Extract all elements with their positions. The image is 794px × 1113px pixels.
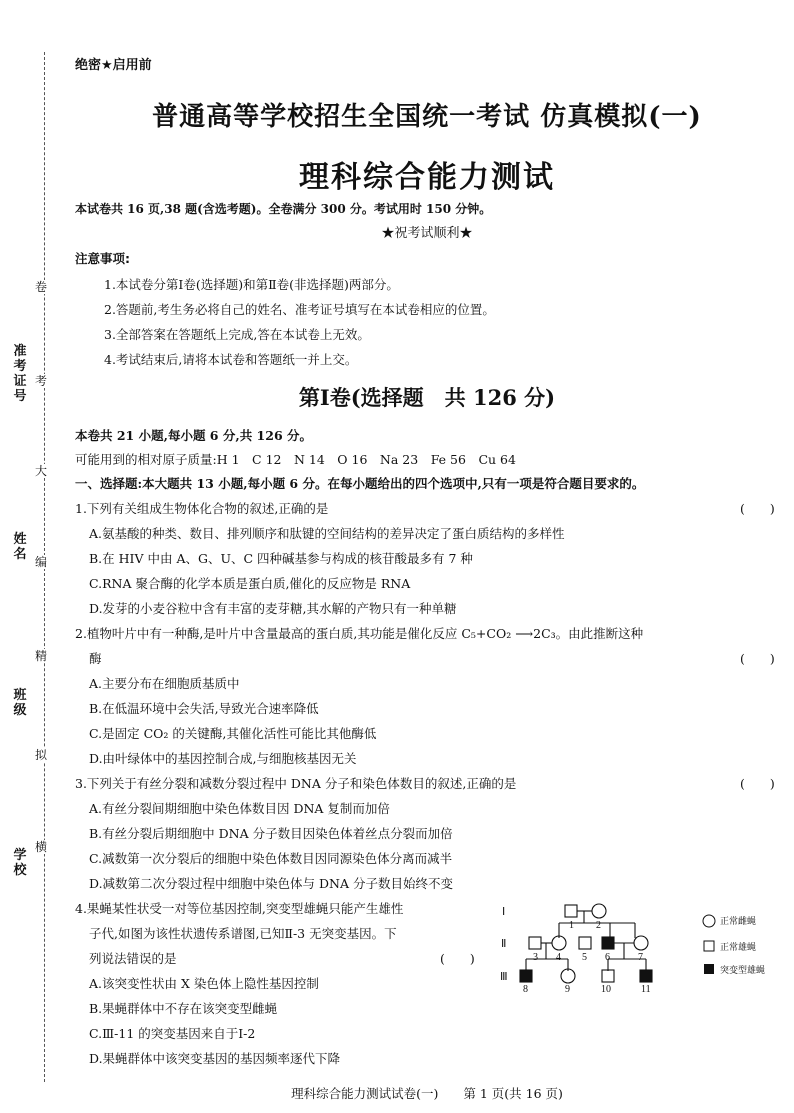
pedigree-mutant-male xyxy=(602,937,614,949)
atomic-masses: 可能用到的相对原子质量:H 1 C 12 N 14 O 16 Na 23 Fe 56 Cu 64 xyxy=(75,452,516,467)
pedigree-male xyxy=(579,937,591,949)
mutant-male-legend-symbol xyxy=(704,964,714,974)
individual-number: 5 xyxy=(582,952,587,963)
exam-number-label: 准考证号 xyxy=(13,344,27,404)
pedigree-female xyxy=(634,936,648,950)
option: C.Ⅲ-11 的突变基因来自于Ⅰ-2 xyxy=(89,1026,256,1041)
option: A.主要分布在细胞质基质中 xyxy=(89,676,240,691)
question-stem: 4.果蝇某性状受一对等位基因控制,突变型雄蝇只能产生雄性 xyxy=(75,901,404,916)
seal-char: 考 xyxy=(34,374,47,388)
notice-item: 3.全部答案在答题纸上完成,答在本试卷上无效。 xyxy=(104,327,370,342)
seal-char: 编 xyxy=(34,555,47,569)
question-stem: 1.下列有关组成生物体化合物的叙述,正确的是 xyxy=(75,501,329,516)
individual-number: 7 xyxy=(638,952,643,963)
answer-blank: ( ) xyxy=(740,501,775,516)
name-label: 姓名 xyxy=(13,532,27,562)
answer-blank: ( ) xyxy=(440,951,475,966)
school-label: 学校 xyxy=(13,848,27,878)
option: D.由叶绿体中的基因控制合成,与细胞核基因无关 xyxy=(89,751,357,766)
seal-char: 拟 xyxy=(34,748,47,762)
secret-mark: 绝密★启用前 xyxy=(75,58,152,73)
option: D.果蝇群体中该突变基因的基因频率逐代下降 xyxy=(89,1051,341,1066)
individual-number: 11 xyxy=(641,984,651,995)
pedigree-male xyxy=(565,905,577,917)
option: A.氨基酸的种类、数目、排列顺序和肽键的空间结构的差异决定了蛋白质结构的多样性 xyxy=(89,526,565,541)
individual-number: 2 xyxy=(596,920,601,931)
option: A.有丝分裂间期细胞中染色体数目因 DNA 复制而加倍 xyxy=(89,801,390,816)
pedigree-mutant-male xyxy=(520,970,532,982)
question-stem-cont: 子代,如图为该性状遗传系谱图,已知Ⅱ-3 无突变基因。下 xyxy=(89,926,397,941)
pedigree-mutant-male xyxy=(640,970,652,982)
generation-label: Ⅰ xyxy=(502,906,506,918)
notice-heading: 注意事项: xyxy=(75,251,130,266)
option: D.减数第二次分裂过程中细胞中染色体与 DNA 分子数目始终不变 xyxy=(89,876,453,891)
section-title: 第Ⅰ卷(选择题 共 126 分) xyxy=(298,385,556,410)
pedigree-female xyxy=(552,936,566,950)
part-instruction: 一、选择题:本大题共 13 小题,每小题 6 分。在每小题给出的四个选项中,只有一项是符合题目要求的。 xyxy=(75,476,645,491)
section-intro: 本卷共 21 小题,每小题 6 分,共 126 分。 xyxy=(75,428,313,443)
individual-number: 4 xyxy=(556,952,561,963)
individual-number: 8 xyxy=(523,984,528,995)
exam-title: 普通高等学校招生全国统一考试 仿真模拟(一) xyxy=(152,102,702,132)
legend-label: 突变型雄蝇 xyxy=(720,966,766,976)
individual-number: 1 xyxy=(569,920,574,931)
question-stem-cont: 酶 xyxy=(89,651,102,666)
option: B.有丝分裂后期细胞中 DNA 分子数目因染色体着丝点分裂而加倍 xyxy=(89,826,453,841)
legend-label: 正常雄蝇 xyxy=(720,943,757,953)
answer-blank: ( ) xyxy=(740,776,775,791)
individual-number: 6 xyxy=(605,952,610,963)
answer-blank: ( ) xyxy=(740,651,775,666)
good-luck: ★祝考试顺利★ xyxy=(381,226,473,241)
pedigree-male xyxy=(602,970,614,982)
option: A.该突变性状由 X 染色体上隐性基因控制 xyxy=(89,976,319,991)
notice-item: 2.答题前,考生务必将自己的姓名、准考证号填写在本试卷相应的位置。 xyxy=(104,302,495,317)
option: B.在 HIV 中由 A、G、U、C 四种碱基参与构成的核苷酸最多有 7 种 xyxy=(89,551,473,566)
option: C.减数第一次分裂后的细胞中染色体数目因同源染色体分离而减半 xyxy=(89,851,453,866)
generation-label: Ⅲ xyxy=(500,971,508,983)
option: C.RNA 聚合酶的化学本质是蛋白质,催化的反应物是 RNA xyxy=(89,576,411,591)
pedigree-female xyxy=(561,969,575,983)
option: B.在低温环境中会失活,导致光合速率降低 xyxy=(89,701,319,716)
seal-char: 卷 xyxy=(34,280,47,294)
option: D.发芽的小麦谷粒中含有丰富的麦芽糖,其水解的产物只有一种单糖 xyxy=(89,601,457,616)
question-stem-cont: 列说法错误的是 xyxy=(89,951,177,966)
option: C.是固定 CO₂ 的关键酶,其催化活性可能比其他酶低 xyxy=(89,726,377,741)
pedigree-female xyxy=(592,904,606,918)
option: B.果蝇群体中不存在该突变型雌蝇 xyxy=(89,1001,278,1016)
individual-number: 10 xyxy=(601,984,611,995)
notice-item: 4.考试结束后,请将本试卷和答题纸一并上交。 xyxy=(104,352,358,367)
seal-char: 大 xyxy=(34,464,47,478)
seal-char: 横 xyxy=(34,840,47,854)
pedigree-male xyxy=(529,937,541,949)
question-stem: 2.植物叶片中有一种酶,是叶片中含量最高的蛋白质,其功能是催化反应 C₅+CO₂ ⟶2C₃。由此推断这种 xyxy=(75,626,644,641)
pedigree-legend xyxy=(700,913,790,979)
question-stem: 3.下列关于有丝分裂和减数分裂过程中 DNA 分子和染色体数目的叙述,正确的是 xyxy=(75,776,517,791)
generation-label: Ⅱ xyxy=(501,938,507,950)
legend-label: 正常雌蝇 xyxy=(720,917,757,927)
exam-info: 本试卷共 16 页,38 题(含选考题)。全卷满分 300 分。考试用时 150 分钟。 xyxy=(75,202,492,216)
male-legend-symbol xyxy=(704,941,714,951)
individual-number: 9 xyxy=(565,984,570,995)
individual-number: 3 xyxy=(533,952,538,963)
female-legend-symbol xyxy=(703,915,715,927)
exam-subtitle: 理科综合能力测试 xyxy=(299,160,555,195)
notice-item: 1.本试卷分第Ⅰ卷(选择题)和第Ⅱ卷(非选择题)两部分。 xyxy=(104,277,399,292)
seal-char: 精 xyxy=(34,649,47,663)
class-label: 班级 xyxy=(13,688,27,718)
page-footer: 理科综合能力测试试卷(一) 第 1 页(共 16 页) xyxy=(291,1086,563,1101)
pedigree-diagram xyxy=(496,899,686,995)
